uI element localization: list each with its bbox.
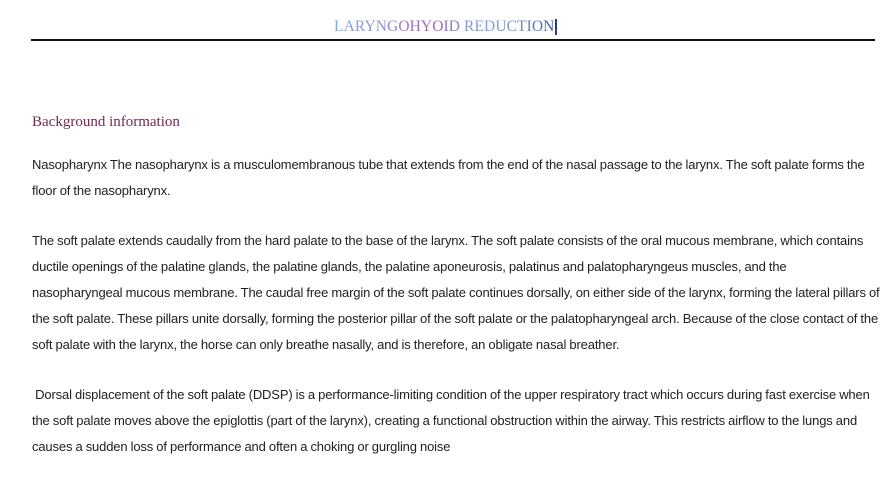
section-heading[interactable]: Background information (32, 114, 180, 130)
document-body[interactable] (32, 112, 883, 484)
text-cursor (555, 19, 557, 35)
body-paragraph[interactable]: Dorsal displacement of the soft palate (DDSP) is a performance-limiting condition of the upper respiratory tract which occurs during fast exercise when the soft palate moves above the epiglottis (part of the larynx), creating a functional obstruction within the airway. This restricts airflow to the lungs and causes a sudden loss of performance and often a choking or gurgling noise (32, 387, 873, 454)
document-title[interactable]: LARYNGOHYOID REDUCTION (334, 18, 555, 35)
body-paragraph[interactable]: Nasopharynx The nasopharynx is a musculomembranous tube that extends from the end of the nasal passage to the larynx. The soft palate forms the floor of the nasopharynx. (32, 157, 868, 198)
title-border-line (31, 39, 875, 41)
title-row (0, 18, 891, 40)
body-paragraph[interactable]: The soft palate extends caudally from the hard palate to the base of the larynx. The soft palate consists of the oral mucous membrane, which contains ductile openings of the palatine glands, the palatine glands, the palatine aponeurosis, palatinus and palatopharyngeus muscles, and the nasopharyngeal mucous membrane. The caudal free margin of the soft palate continues dorsally, on either side of the larynx, forming the lateral pillars of the soft palate. These pillars unite dorsally, forming the posterior pillar of the soft palate or the palatopharyngeal arch. Because of the close contact of the soft palate with the larynx, the horse can only breathe nasally, and is therefore, an obligate nasal breather. (32, 233, 883, 352)
